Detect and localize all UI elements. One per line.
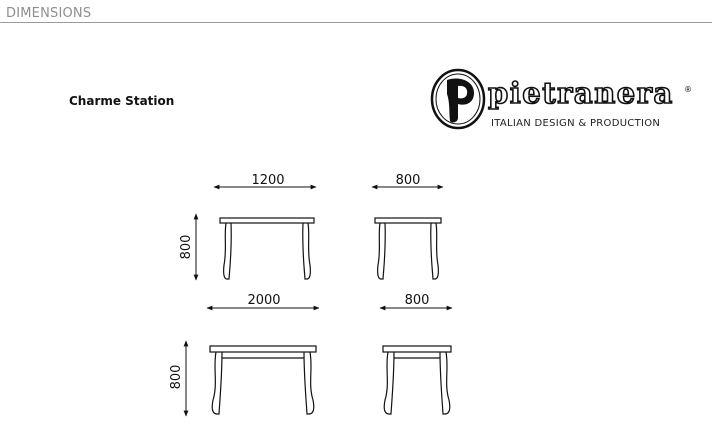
height-label: 800 bbox=[169, 364, 184, 390]
side-view-800-top bbox=[372, 173, 443, 279]
registered-mark: ® bbox=[684, 85, 692, 94]
table-side-outline bbox=[375, 218, 441, 279]
width-label: 800 bbox=[404, 293, 430, 308]
width-label: 800 bbox=[395, 173, 421, 188]
section-title: DIMENSIONS bbox=[6, 6, 92, 21]
side-view-800-bottom bbox=[380, 293, 452, 414]
table-front-outline bbox=[220, 218, 314, 279]
logo-tagline: ITALIAN DESIGN & PRODUCTION bbox=[491, 118, 661, 129]
width-label: 2000 bbox=[247, 293, 281, 308]
width-label: 1200 bbox=[251, 173, 285, 188]
logo-wordmark: pietranera bbox=[488, 76, 674, 110]
product-name: Charme Station bbox=[69, 94, 175, 108]
front-view-2000 bbox=[169, 293, 319, 416]
height-label: 800 bbox=[179, 234, 194, 260]
table-front-outline bbox=[210, 346, 316, 414]
table-side-outline bbox=[383, 346, 451, 414]
front-view-1200 bbox=[179, 173, 316, 280]
